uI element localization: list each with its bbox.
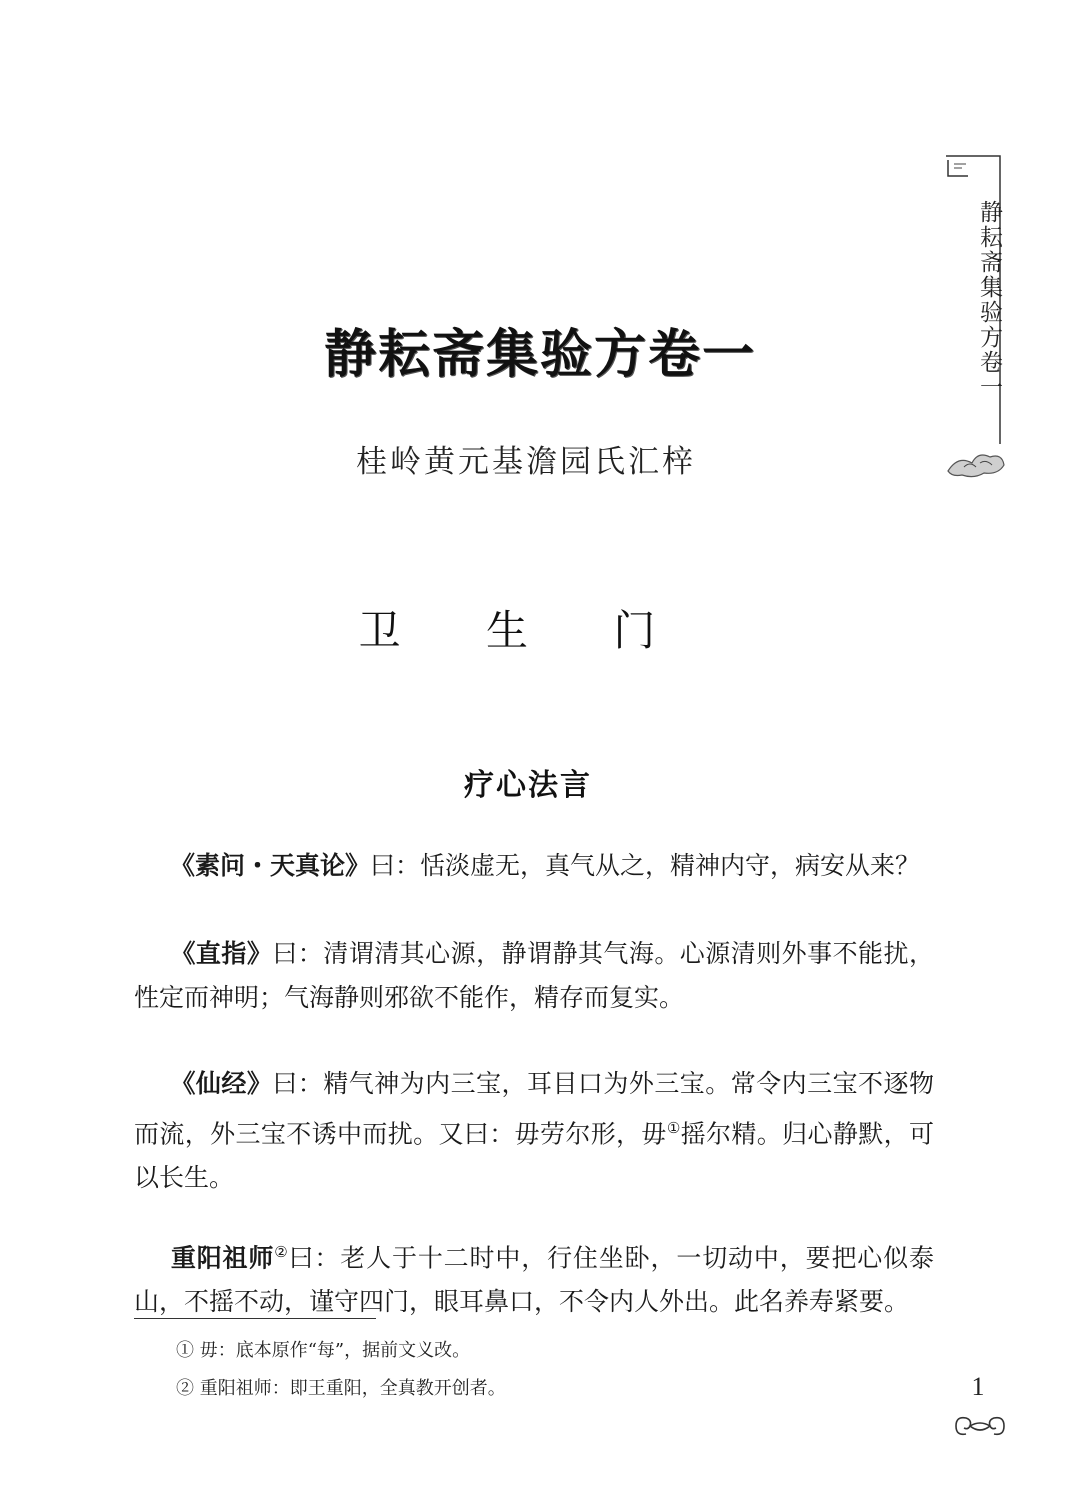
paragraph-3	[134, 1062, 934, 1200]
paragraph-text: 曰：清谓清其心源，静谓静其气海。心源清则外事不能扰，性定而神明；气海静则邪欲不能作，精存而复实。	[134, 939, 934, 1012]
source-title: 重阳祖师	[170, 1243, 275, 1273]
paragraph-1	[134, 844, 934, 888]
paragraph-text: 曰：精气神为内三宝，耳目口为外三宝。常令内三宝不逐物而流，外三宝不诱中而扰。又曰：毋劳尔形，毋	[134, 1069, 934, 1149]
paragraph-2	[134, 932, 934, 1020]
footnote-divider	[134, 1318, 376, 1319]
footnote-ref[interactable]: ①	[666, 1119, 681, 1137]
footnote-ref[interactable]: ②	[274, 1243, 289, 1261]
source-title: 《素问・天真论》	[170, 851, 371, 880]
paragraph-4	[134, 1230, 934, 1324]
paragraph-text: 摇尔精。归心静默，可以长生。	[134, 1119, 934, 1193]
source-title: 《仙经》	[170, 1069, 273, 1098]
source-title: 《直指》	[170, 939, 273, 968]
footnote-2: ② 重阳祖师：即王重阳，全真教开创者。	[176, 1378, 506, 1399]
footnote-1: ① 毋：底本原作“每”，据前文义改。	[176, 1340, 471, 1361]
section-title: 卫 生 门	[358, 606, 692, 655]
page-number: 1	[971, 1372, 985, 1401]
scroll-ornament-icon	[950, 1412, 1010, 1440]
compiler-line: 桂岭黄元基澹园氏汇梓	[356, 444, 696, 480]
paragraph-text: 曰：恬淡虚无，真气从之，精神内守，病安从来？	[370, 851, 921, 880]
subsection-title: 疗心法言	[464, 768, 592, 803]
book-title: 静耘斋集验方卷一	[323, 325, 756, 385]
side-running-title: 静耘斋集验方卷一	[976, 200, 1002, 400]
paragraph-text: 曰：老人于十二时中，行住坐卧，一切动中，要把心似泰山，不摇不动，谨守四门，眼耳鼻口，不令内人外出。此名养寿紧要。	[134, 1243, 934, 1317]
